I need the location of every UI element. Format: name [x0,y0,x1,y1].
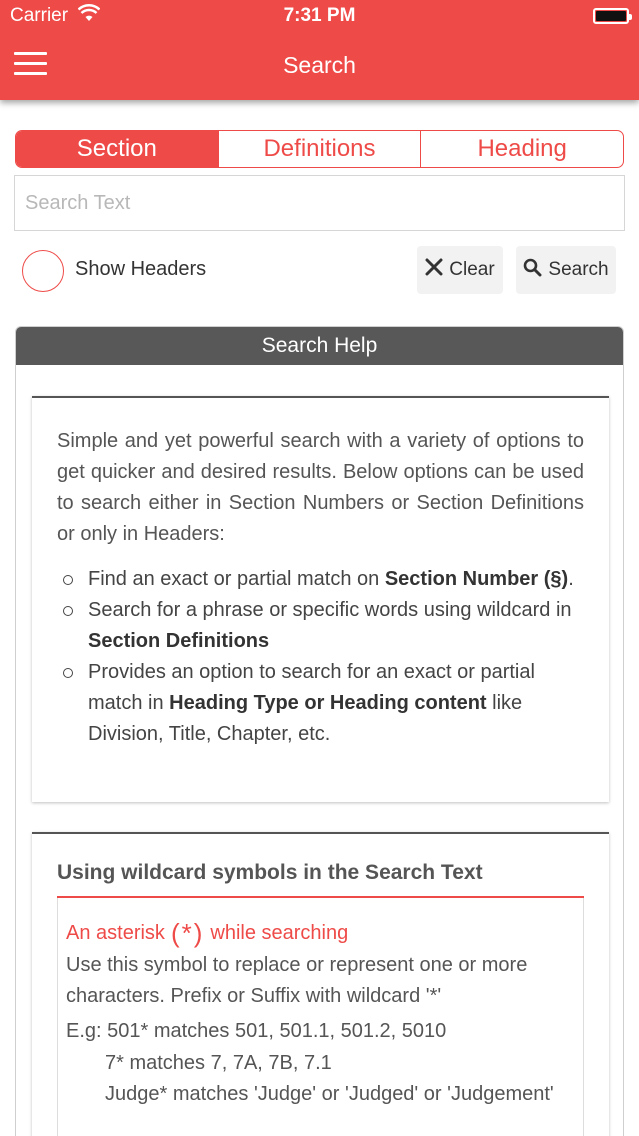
status-bar [0,0,639,34]
show-headers-label: Show Headers [75,258,207,280]
clock: 7:31 PM [283,5,356,26]
tab-section[interactable]: Section [16,131,219,167]
asterisk-help-box [57,898,584,1136]
navigation-bar [0,0,639,100]
tab-definitions[interactable]: Definitions [219,131,422,167]
example-line: 7* matches 7, 7A, 7B, 7.1 [105,1052,332,1074]
clear-button[interactable] [417,246,503,294]
battery-icon [593,8,629,24]
bullet-circle-icon [63,668,73,678]
clear-button-label: Clear [449,259,495,280]
example-line: E.g: 501* matches 501, 501.1, 501.2, 5010 [66,1020,447,1042]
asterisk-description: Use this symbol to replace or represent one or more characters. Prefix or Suffix with wildcard '*' [66,954,528,1007]
help-bullet-list [57,564,584,750]
search-help-panel [15,326,624,1136]
list-item: Find an exact or partial match on Section Number (§). [88,564,584,595]
bullet-circle-icon [63,575,73,585]
search-button-label: Search [548,259,609,280]
list-item: Search for a phrase or specific words using wildcard in Section Definitions [88,595,584,657]
asterisk-heading: An asterisk (*) while searching [66,917,349,948]
search-input[interactable] [14,175,625,231]
show-headers-radio[interactable] [22,250,64,292]
asterisk-symbol: (*) [170,917,205,948]
search-help-title: Search Help [16,327,623,365]
page-title: Search [283,52,356,78]
list-item: Provides an option to search for an exact or partial match in Heading Type or Heading content like Division, Title, Chapter, etc. [88,657,584,750]
wildcard-help-card [32,832,609,1136]
wildcard-help-title: Using wildcard symbols in the Search Text [57,834,584,898]
search-button[interactable] [516,246,616,294]
help-intro-text: Simple and yet powerful search with a variety of options to get quicker and desired results. Below options can be used to search either in Section Numbers or Section Definitions or only in Headers: [57,430,584,545]
asterisk-examples [66,1014,575,1110]
close-icon [425,258,443,282]
search-mode-segmented-control [15,130,624,168]
tab-heading[interactable]: Heading [477,135,567,162]
carrier-label: Carrier [10,5,69,26]
search-icon [523,258,542,283]
example-line: Judge* matches 'Judge' or 'Judged' or 'Judgement' [105,1083,554,1105]
help-intro-card [32,396,609,802]
bullet-circle-icon [63,606,73,616]
